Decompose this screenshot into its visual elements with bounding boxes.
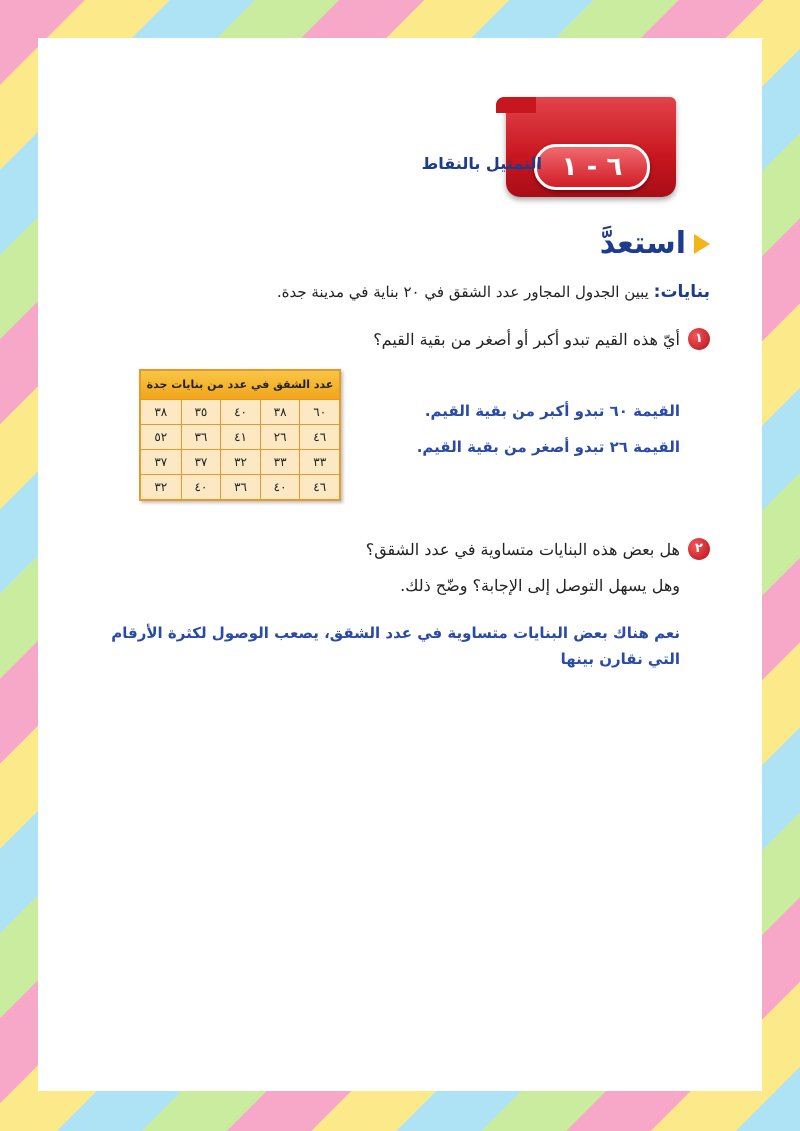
- question-text: أيّ هذه القيم تبدو أكبر أو أصغر من بقية القيم؟: [373, 329, 680, 349]
- answer-2: نعم هناك بعض البنايات متساوية في عدد الشقق، يصعب الوصول لكثرة الأرقام التي نقارن بينها: [111, 624, 680, 668]
- lesson-number: ٦ - ١: [534, 144, 650, 190]
- table-cell: ٣٥: [181, 399, 221, 424]
- table-grid: [141, 399, 339, 499]
- table-cell: ٣٢: [220, 449, 260, 474]
- question-number-badge: ١: [688, 328, 710, 350]
- table-cell: ٣٨: [141, 399, 181, 424]
- data-table: [139, 369, 341, 501]
- table-cell: ٦٠: [299, 399, 339, 424]
- table-cell: ٢٦: [260, 424, 300, 449]
- question-text: هل بعض هذه البنايات متساوية في عدد الشقق؟: [365, 539, 680, 559]
- lesson-title: التمثيل بالنقاط: [421, 154, 542, 173]
- question-2-line-2: وهل يسهل التوصل إلى الإجابة؟ وضّح ذلك.: [400, 576, 680, 595]
- table-cell: ٣٢: [141, 474, 181, 499]
- question-1: [373, 328, 710, 350]
- table-cell: ٣٦: [220, 474, 260, 499]
- table-cell: ٣٣: [299, 449, 339, 474]
- table-cell: ٤٠: [260, 474, 300, 499]
- section-heading-text: استعدَّ: [599, 226, 686, 261]
- section-heading: [600, 226, 710, 261]
- intro-paragraph: [277, 282, 710, 302]
- question-2: [366, 538, 710, 560]
- table-cell: ٤٠: [181, 474, 221, 499]
- table-cell: ٣٦: [181, 424, 221, 449]
- table-cell: ٣٣: [260, 449, 300, 474]
- intro-tag: بنايات:: [653, 282, 710, 302]
- answer-1-line-2: القيمة ٢٦ تبدو أصغر من بقية القيم.: [416, 438, 680, 456]
- answer-1-line-1: القيمة ٦٠ تبدو أكبر من بقية القيم.: [424, 402, 680, 420]
- intro-text: يبين الجدول المجاور عدد الشقق في ٢٠ بناية في مدينة جدة.: [276, 283, 649, 301]
- question-number-badge: ٢: [688, 538, 710, 560]
- table-cell: ٤٠: [220, 399, 260, 424]
- table-cell: ٣٧: [181, 449, 221, 474]
- table-cell: ٤١: [220, 424, 260, 449]
- table-title: عدد الشقق في عدد من بنايات جدة: [141, 371, 339, 399]
- table-cell: ٤٦: [299, 474, 339, 499]
- table-cell: ٣٧: [141, 449, 181, 474]
- page: [38, 38, 762, 1091]
- table-cell: ٥٢: [141, 424, 181, 449]
- table-cell: ٤٦: [299, 424, 339, 449]
- arrow-icon: [694, 234, 710, 254]
- table-cell: ٣٨: [260, 399, 300, 424]
